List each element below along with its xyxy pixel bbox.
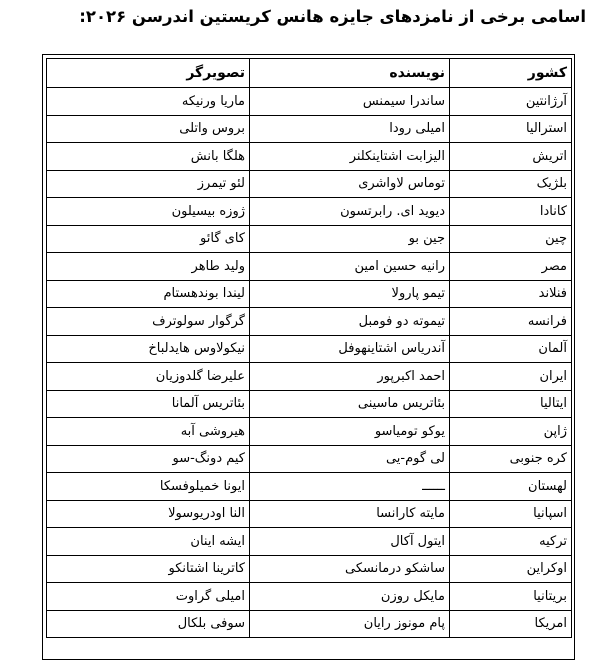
illustrator-cell: سوفی بلکال	[47, 610, 250, 638]
writer-cell: ایتول آکال	[250, 528, 450, 556]
writer-cell: ساشکو درمانسکی	[250, 555, 450, 583]
country-cell: بریتانیا	[450, 583, 572, 611]
country-cell: ترکیه	[450, 528, 572, 556]
table-row	[47, 555, 572, 583]
table-row	[47, 88, 572, 116]
illustrator-cell: کای گائو	[47, 225, 250, 253]
page-title: اسامی برخی از نامزدهای جایزه هانس کریستین اندرسن ۲۰۲۶:	[79, 7, 586, 26]
illustrator-cell: بروس واتلی	[47, 115, 250, 143]
writer-cell: یوکو تومیاسو	[250, 418, 450, 446]
country-cell: بلژیک	[450, 170, 572, 198]
writer-cell: احمد اکبرپور	[250, 363, 450, 391]
illustrator-cell: بئاتریس آلمانا	[47, 390, 250, 418]
country-cell: امریکا	[450, 610, 572, 638]
header-country: کشور	[450, 59, 572, 88]
illustrator-cell: ژوزه بیسیلون	[47, 198, 250, 226]
table-row	[47, 335, 572, 363]
country-cell: چین	[450, 225, 572, 253]
illustrator-cell: ایونا خمیلوفسکا	[47, 473, 250, 501]
country-cell: لهستان	[450, 473, 572, 501]
writer-cell: امیلی رودا	[250, 115, 450, 143]
header-illustrator: تصویرگر	[47, 59, 250, 88]
writer-cell: تیموته دو فومبل	[250, 308, 450, 336]
country-cell: استرالیا	[450, 115, 572, 143]
writer-cell: بئاتریس ماسینی	[250, 390, 450, 418]
table-row	[47, 445, 572, 473]
table-row	[47, 390, 572, 418]
table-body	[47, 88, 572, 638]
table-row	[47, 418, 572, 446]
country-cell: ایتالیا	[450, 390, 572, 418]
table-row	[47, 473, 572, 501]
table-row	[47, 363, 572, 391]
writer-cell: دیوید ای. رابرتسون	[250, 198, 450, 226]
illustrator-cell: هلگا بانش	[47, 143, 250, 171]
country-cell: فرانسه	[450, 308, 572, 336]
writer-cell: الیزابت اشتاینکلنر	[250, 143, 450, 171]
table-row	[47, 308, 572, 336]
country-cell: اسپانیا	[450, 500, 572, 528]
writer-cell: تیمو پارولا	[250, 280, 450, 308]
writer-cell: پام مونوز رایان	[250, 610, 450, 638]
country-cell: کانادا	[450, 198, 572, 226]
table-header-row	[47, 59, 572, 88]
writer-cell: لی گوم-یی	[250, 445, 450, 473]
header-writer: نویسنده	[250, 59, 450, 88]
illustrator-cell: لیندا بوندهستام	[47, 280, 250, 308]
illustrator-cell: کاترینا اشتانکو	[47, 555, 250, 583]
country-cell: آرژانتین	[450, 88, 572, 116]
writer-cell: آندریاس اشتاینهوفل	[250, 335, 450, 363]
illustrator-cell: گرگوار سولوترف	[47, 308, 250, 336]
table-row	[47, 170, 572, 198]
illustrator-cell: ماریا ورنیکه	[47, 88, 250, 116]
table-frame	[42, 54, 575, 660]
country-cell: ایران	[450, 363, 572, 391]
country-cell: مصر	[450, 253, 572, 281]
writer-cell: ساندرا سیمنس	[250, 88, 450, 116]
illustrator-cell: ولید طاهر	[47, 253, 250, 281]
writer-cell: مایته کارانسا	[250, 500, 450, 528]
country-cell: کره جنوبی	[450, 445, 572, 473]
table-row	[47, 198, 572, 226]
table-row	[47, 253, 572, 281]
illustrator-cell: لئو تیمرز	[47, 170, 250, 198]
illustrator-cell: النا اودریوسولا	[47, 500, 250, 528]
writer-cell: جین بو	[250, 225, 450, 253]
writer-cell: مایکل روزن	[250, 583, 450, 611]
country-cell: اوکراین	[450, 555, 572, 583]
table-row	[47, 115, 572, 143]
writer-cell: رانیه حسین امین	[250, 253, 450, 281]
writer-cell: توماس لاواشری	[250, 170, 450, 198]
illustrator-cell: کیم دونگ-سو	[47, 445, 250, 473]
table-row	[47, 610, 572, 638]
country-cell: فنلاند	[450, 280, 572, 308]
table-row	[47, 528, 572, 556]
country-cell: ژاپن	[450, 418, 572, 446]
writer-cell: ــــــ	[250, 473, 450, 501]
country-cell: آلمان	[450, 335, 572, 363]
table-row	[47, 143, 572, 171]
illustrator-cell: علیرضا گلدوزیان	[47, 363, 250, 391]
nominees-table	[46, 58, 572, 638]
table-row	[47, 583, 572, 611]
illustrator-cell: هیروشی آبه	[47, 418, 250, 446]
table-row	[47, 280, 572, 308]
illustrator-cell: امیلی گراوت	[47, 583, 250, 611]
country-cell: اتریش	[450, 143, 572, 171]
table-row	[47, 225, 572, 253]
illustrator-cell: ایشه اینان	[47, 528, 250, 556]
table-row	[47, 500, 572, 528]
illustrator-cell: نیکولاوس هایدلباخ	[47, 335, 250, 363]
